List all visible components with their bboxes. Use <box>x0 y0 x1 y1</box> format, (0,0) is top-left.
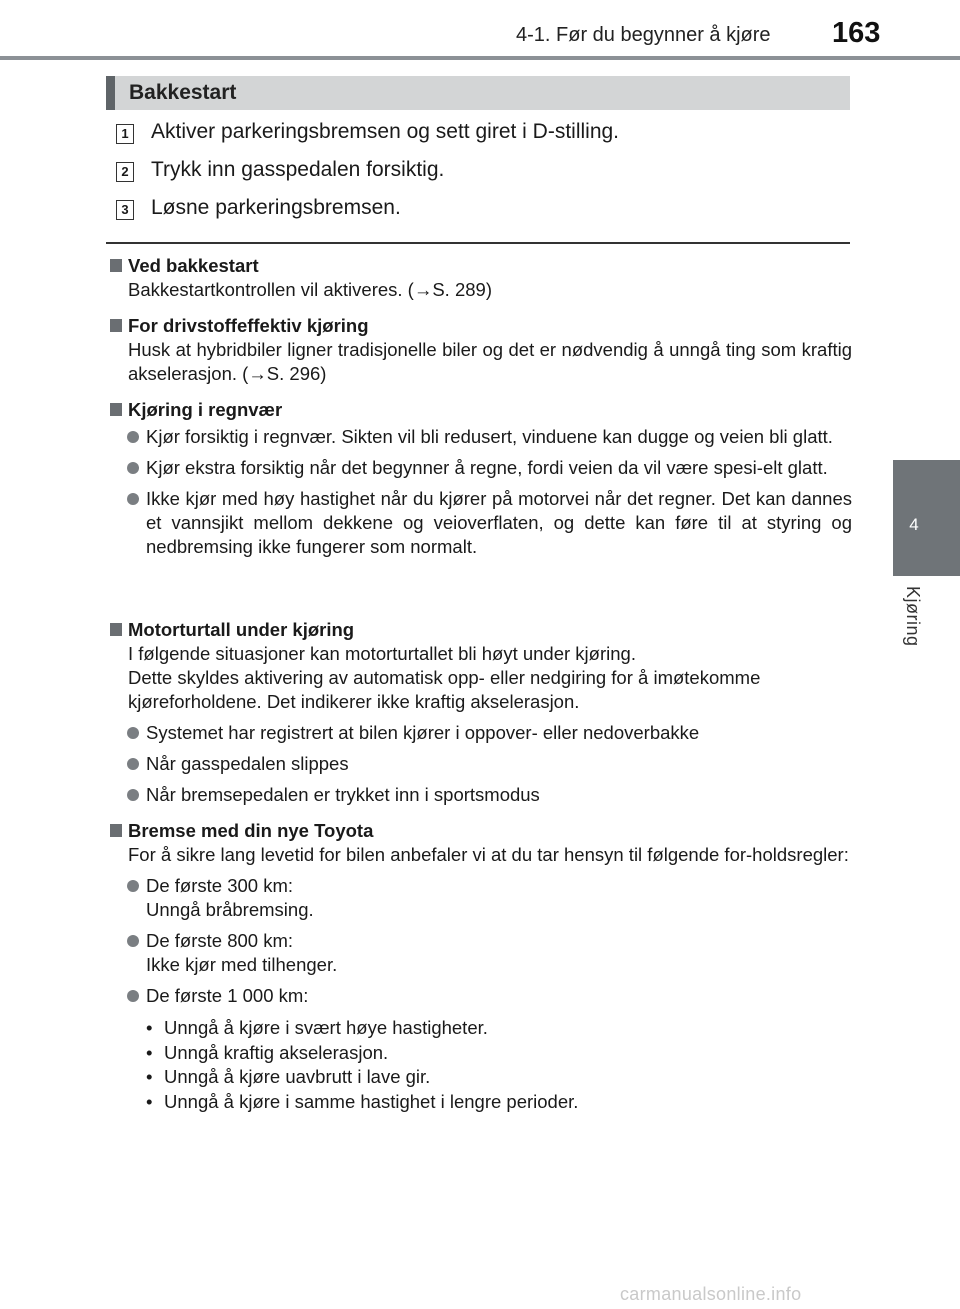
circle-bullet-icon <box>127 990 139 1002</box>
page-number: 163 <box>832 17 881 49</box>
step-number: 1 <box>116 124 134 144</box>
sub-list-item: • Unngå kraftig akselerasjon. <box>146 1041 852 1066</box>
list-item: De første 1 000 km: <box>110 984 852 1008</box>
circle-bullet-icon <box>127 758 139 770</box>
circle-bullet-icon <box>127 431 139 443</box>
sub-list <box>110 1016 852 1114</box>
note-fuel-efficiency <box>110 314 852 386</box>
square-bullet-icon <box>110 259 122 272</box>
circle-bullet-icon <box>127 935 139 947</box>
list-item: Ikke kjør med høy hastighet når du kjører på motorvei når det regner. Det kan dannes et vannsjikt mellom dekkene og veioverflaten, og dette kan føre til at styring og nedbremsing ikke fungerer som normalt. <box>110 487 852 559</box>
list-item: Kjør ekstra forsiktig når det begynner å regne, fordi veien da vil være spesi-elt glatt. <box>110 456 852 480</box>
chapter-number: 4 <box>909 515 919 534</box>
note-heading: Kjøring i regnvær <box>110 398 852 422</box>
note-text: Bakkestartkontrollen vil aktiveres. (→S. 289) <box>128 279 492 300</box>
circle-bullet-icon <box>127 880 139 892</box>
note-heading: Ved bakkestart <box>110 254 852 278</box>
note-brake-new-car <box>110 819 852 1114</box>
circle-bullet-icon <box>127 462 139 474</box>
sub-list-item: • Unngå å kjøre uavbrutt i lave gir. <box>146 1065 852 1090</box>
list-item: Systemet har registrert at bilen kjører i oppover- eller nedoverbakke <box>110 721 852 745</box>
step-text: Trykk inn gasspedalen forsiktig. <box>151 158 445 181</box>
square-bullet-icon <box>110 623 122 636</box>
step-text: Aktiver parkeringsbremsen og sett giret i D-stilling. <box>151 120 620 143</box>
step-text: Løsne parkeringsbremsen. <box>151 196 401 219</box>
circle-bullet-icon <box>127 727 139 739</box>
section-title: Bakkestart <box>129 81 237 104</box>
watermark: carmanualsonline.info <box>620 1284 802 1304</box>
circle-bullet-icon <box>127 493 139 505</box>
step-number: 2 <box>116 162 134 182</box>
circle-bullet-icon <box>127 789 139 801</box>
running-header: 4-1. Før du begynner å kjøre <box>516 24 771 46</box>
note-rain <box>110 398 852 559</box>
header-rule <box>0 56 960 60</box>
list-item: Når gasspedalen slippes <box>110 752 852 776</box>
note-text: Dette skyldes aktivering av automatisk opp- eller nedgiring for å imøtekomme kjøreforholdene. Det indikerer ikke kraftig akselerasjon. <box>128 667 761 712</box>
chapter-label: Kjøring <box>903 586 923 647</box>
section-divider <box>106 242 850 244</box>
list-item: Kjør forsiktig i regnvær. Sikten vil bli redusert, vinduene kan dugge og veien bli glatt. <box>110 425 852 449</box>
note-text: For å sikre lang levetid for bilen anbefaler vi at du tar hensyn til følgende for-holdsregler: <box>128 844 849 865</box>
sub-list-item: • Unngå å kjøre i svært høye hastigheter. <box>146 1016 852 1041</box>
note-engine-rpm <box>110 618 852 807</box>
note-bakkestart <box>110 254 852 302</box>
square-bullet-icon <box>110 319 122 332</box>
list-item: De første 800 km: Ikke kjør med tilhenger. <box>110 929 852 977</box>
note-text: I følgende situasjoner kan motorturtallet bli høyt under kjøring. <box>128 643 636 664</box>
list-item: De første 300 km: Unngå bråbremsing. <box>110 874 852 922</box>
list-item: Når bremsepedalen er trykket inn i sportsmodus <box>110 783 852 807</box>
note-heading: Bremse med din nye Toyota <box>110 819 852 843</box>
sub-list-item: • Unngå å kjøre i samme hastighet i lengre perioder. <box>146 1090 852 1115</box>
square-bullet-icon <box>110 824 122 837</box>
note-text: Husk at hybridbiler ligner tradisjonelle biler og det er nødvendig å unngå ting som kraftig akselerasjon. (→S. 296) <box>128 339 852 384</box>
note-heading: Motorturtall under kjøring <box>110 618 852 642</box>
step-number: 3 <box>116 200 134 220</box>
note-heading: For drivstoffeffektiv kjøring <box>110 314 852 338</box>
square-bullet-icon <box>110 403 122 416</box>
section-heading-bar <box>106 76 850 110</box>
